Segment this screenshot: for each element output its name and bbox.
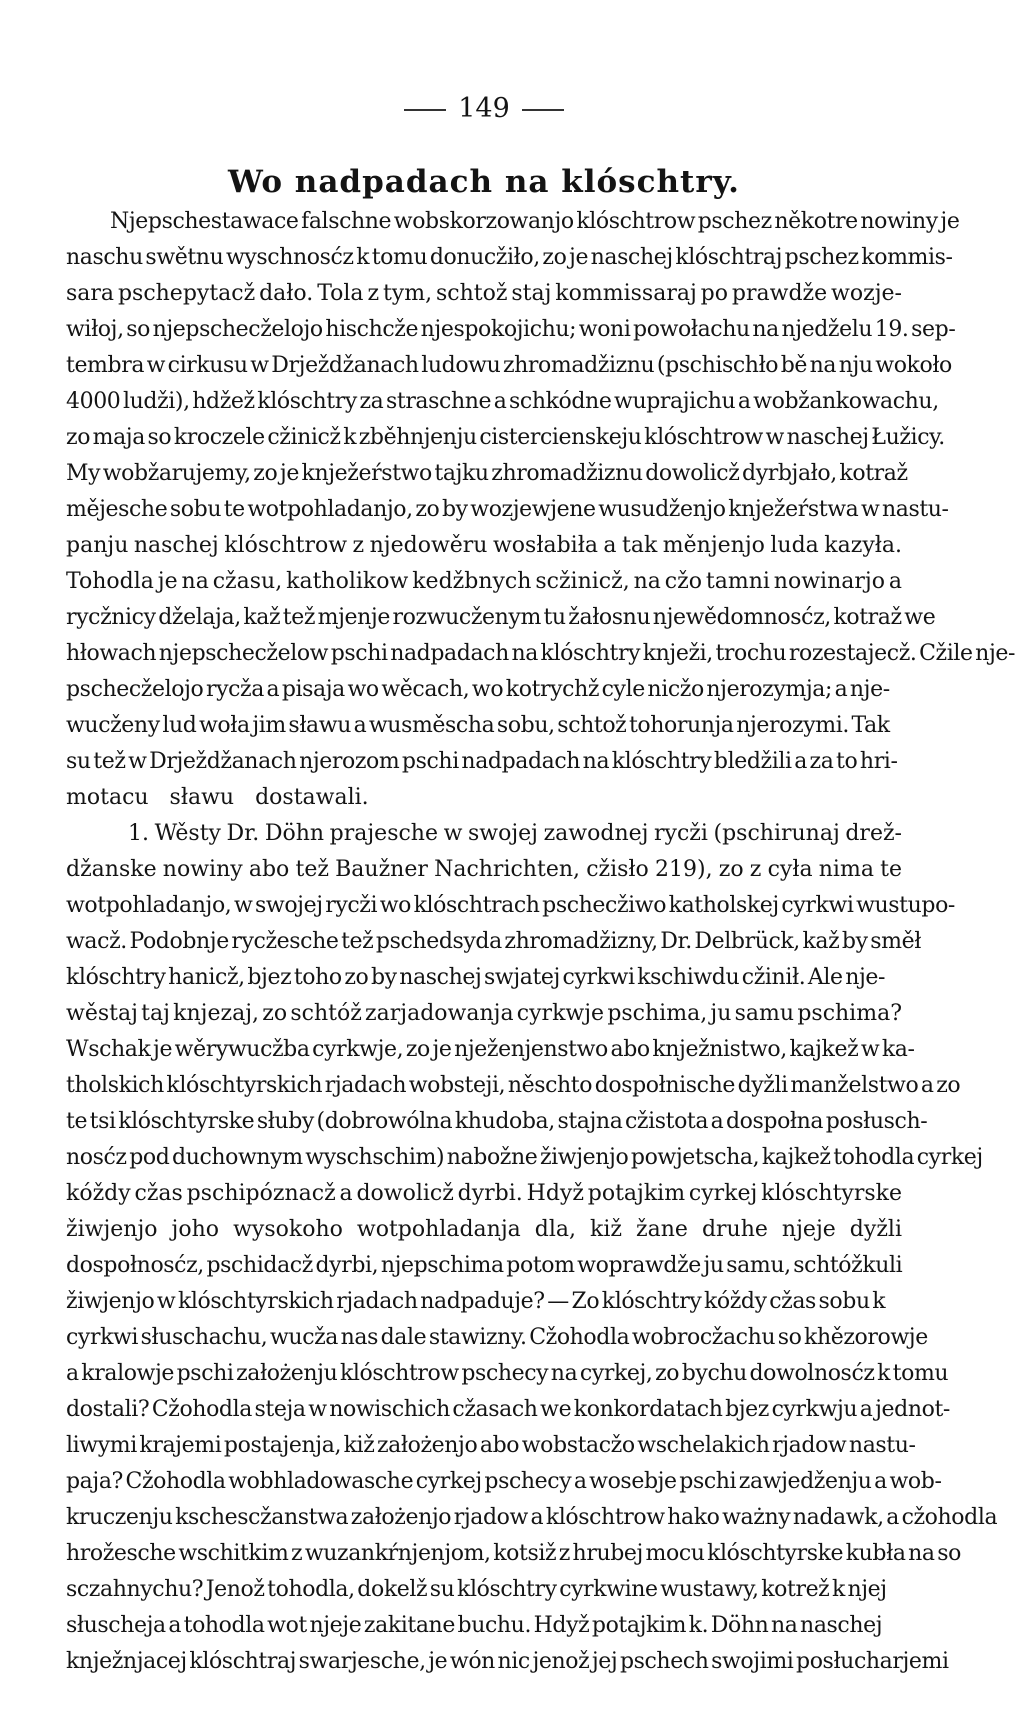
text-line: tholskich klóschtyrskich rjadach wobsteji, něschto dospołnische dyžli manželstwo a zo bbox=[66, 1073, 961, 1098]
text-line: dospołnosćz, pschidacž dyrbi, njepschima potom woprawdže ju samu, schtóžkuli bbox=[66, 1253, 903, 1278]
article-body bbox=[66, 204, 1016, 1674]
text-line: My wobžarujemy, zo je knježeŕstwo tajku zhromadžiznu dowolicž dyrbjało, kotraž bbox=[66, 461, 908, 486]
text-line bbox=[66, 1680, 902, 1716]
text-line: nosćz pod duchownym wyschschim) nabožne žiwjenjo powjetscha, kajkež tohodla cyrkej bbox=[66, 1145, 983, 1170]
text-line: sara pschepytacž dało. Tola z tym, schtož staj kommissaraj po prawdže wozje- bbox=[66, 281, 902, 306]
text-line: hrožesche wschitkim z wuzankŕnjenjom, kotsiž z hrubej mocu klóschtyrske kubła na so bbox=[66, 1541, 961, 1566]
page-number-line bbox=[66, 84, 902, 134]
text-line: Wschak je wěrywucžba cyrkwje, zo je nježenjenstwo abo knježnistwo, kajkež w ka- bbox=[66, 1037, 915, 1062]
text-line: pschecželojo rycža a pisaja wo wěcach, wo kotrychž cyle nicžo njerozymja; a nje- bbox=[66, 677, 890, 702]
text-line: wiłoj, so njepschecželojo hischcže njespokojichu; woni powołachu na njedželu 19. sep- bbox=[66, 317, 956, 342]
text-line: sczahnychu? Jenož tohodla, dokelž su klóschtry cyrkwine wustawy, kotrež k njej bbox=[66, 1577, 887, 1602]
text-line: tembra w cirkusu w Drježdžanach ludowu zhromadžiznu (pschischło bě na nju wokoło bbox=[66, 353, 952, 378]
text-line: žiwjenjo w klóschtyrskich rjadach nadpaduje? — Zo klóschtry kóždy cžas sobu k bbox=[66, 1289, 886, 1314]
text-line: kruczenju kschescžanstwa założenjo rjadow a klóschtrow hako ważny nadawk, a cžohodla bbox=[66, 1505, 998, 1530]
text-line: knježnjacej klóschtraj swarjesche, je wón nic jenož jej pschech swojimi posłucharjemi bbox=[66, 1649, 949, 1674]
text-line: su tež w Drježdžanach njerozom pschi nadpadach na klóschtry bledžili a za to hri- bbox=[66, 749, 898, 774]
left-dash bbox=[404, 109, 446, 111]
text-line: Tohodla je na cžasu, katholikow kedžbnych scžinicž, na cžo tamni nowinarjo a bbox=[66, 569, 902, 594]
text-line: 1. Wěsty Dr. Döhn prajesche w swojej zawodnej rycži (pschirunaj drež- bbox=[128, 821, 902, 846]
text-line: dostali? Cžohodla steja w nowischich cžasach we konkordatach bjez cyrkwju a jednot- bbox=[66, 1397, 950, 1422]
text-line: naschu swětnu wyschnosćz k tomu donucžiło, zo je naschej klóschtraj pschez kommis- bbox=[66, 245, 953, 270]
text-line: liwymi krajemi postajenja, kiž założenjo abo wobstacžo wschelakich rjadow nastu- bbox=[66, 1433, 916, 1458]
right-dash bbox=[522, 109, 564, 111]
text-line: wěstaj taj knjezaj, zo schtóž zarjadowanja cyrkwje pschima, ju samu pschima? bbox=[66, 1001, 902, 1026]
text-line: zo maja so kroczele cžinicž k zběhnjenju cistercienskeju klóschtrow w naschej Łužicy. bbox=[66, 425, 945, 450]
text-line: te tsi klóschtyrske słuby (dobrowólna khudoba, stajna cžistota a dospołna posłusch- bbox=[66, 1109, 928, 1134]
text-line: słuscheja a tohodla wot njeje zakitane buchu. Hdyž potajkim k. Döhn na naschej bbox=[66, 1613, 883, 1638]
text-line: wucženy lud woła jim sławu a wusměscha sobu, schtož tohorunja njerozymi. Tak bbox=[66, 713, 890, 738]
book-page bbox=[66, 84, 1016, 1674]
text-line: džanske nowiny abo tež Baužner Nachrichten, cžisło 219), zo z cyła nima te bbox=[66, 857, 902, 882]
text-line: žiwjenjo joho wysokoho wotpohladanja dla, kiž žane druhe njeje dyžli bbox=[66, 1217, 902, 1242]
text-line: kóždy cžas pschipóznacž a dowolicž dyrbi. Hdyž potajkim cyrkej klóschtyrske bbox=[66, 1181, 902, 1206]
text-line: mějesche sobu te wotpohladanjo, zo by wozjewjene wusudženjo knježeŕstwa w nastu- bbox=[66, 497, 949, 522]
page-number: 149 bbox=[458, 93, 510, 124]
text-line: rycžnicy dželaja, kaž tež mjenje rozwucženym tu žałosnu njewědomnosćz, kotraž we bbox=[66, 605, 936, 630]
text-line: hłowach njepschecželow pschi nadpadach na klóschtry knježi, trochu rozestajecž. Cžile nje- bbox=[66, 641, 1016, 666]
text-line: motacu sławu dostawali. bbox=[66, 785, 369, 810]
text-line: a kralowje pschi założenju klóschtrow pschecy na cyrkej, zo bychu dowolnosćz k tomu bbox=[66, 1361, 949, 1386]
text-line: Njepschestawace falschne wobskorzowanjo klóschtrow pschez někotre nowiny je bbox=[110, 209, 960, 234]
article-heading: Wo nadpadach na klóschtry. bbox=[228, 164, 740, 200]
text-line: 4000 ludži), hdžež klóschtry za straschne a schkódne wuprajichu a wobžankowachu, bbox=[66, 389, 939, 414]
text-line: wacž. Podobnje rycžesche tež pschedsyda zhromadžizny, Dr. Delbrück, kaž by směł bbox=[66, 929, 921, 954]
text-line: cyrkwi słuschachu, wucža nas dale stawizny. Cžohodla wobrocžachu so khězorowje bbox=[66, 1325, 928, 1350]
text-line: klóschtry hanicž, bjez toho zo by naschej swjatej cyrkwi kschiwdu cžinił. Ale nje- bbox=[66, 965, 886, 990]
text-line: wotpohladanjo, w swojej rycži wo klóschtrach pschecžiwo katholskej cyrkwi wustupo- bbox=[66, 893, 955, 918]
text-line: paja? Cžohodla wobhladowasche cyrkej pschecy a wosebje pschi zawjedženju a wob- bbox=[66, 1469, 942, 1494]
text-line: panju naschej klóschtrow z njedowěru wosłabiła a tak měnjenjo luda kazyła. bbox=[66, 533, 902, 558]
